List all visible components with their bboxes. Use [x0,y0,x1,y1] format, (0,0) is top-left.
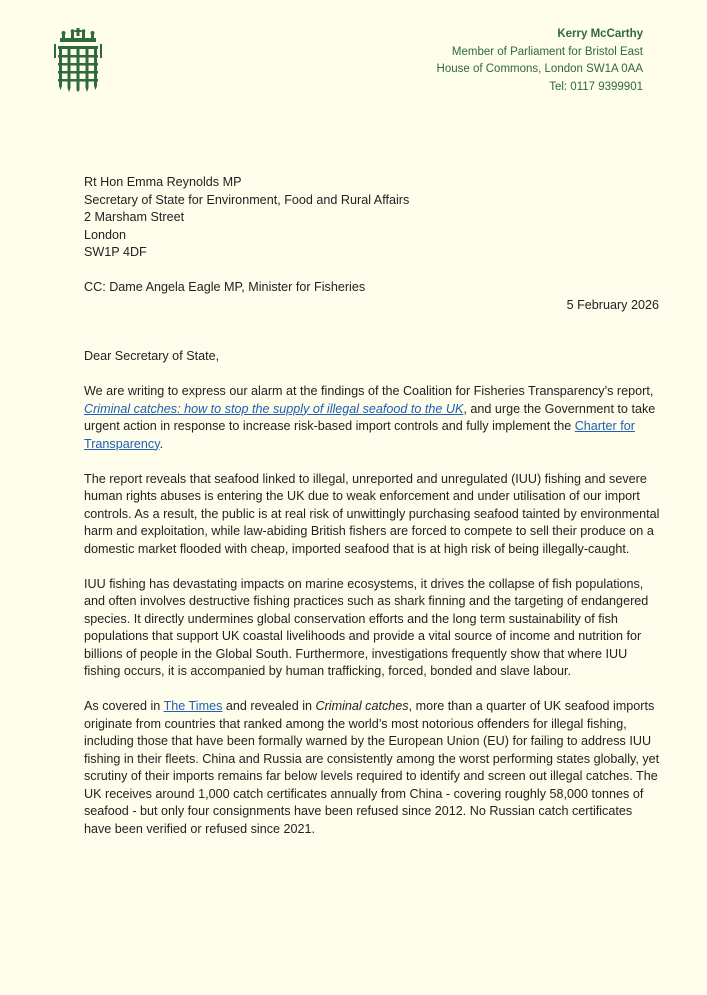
salutation: Dear Secretary of State, [84,349,220,363]
sender-address: House of Commons, London SW1A 0AA [436,63,643,75]
p1-end: . [159,436,164,451]
letter-date: 5 February 2026 [566,298,659,312]
recipient-line: 2 Marsham Street [84,210,185,224]
times-link[interactable]: The Times [163,699,223,713]
paragraph-4 [84,698,662,838]
portcullis-icon [50,28,106,92]
report-link[interactable] [84,402,463,416]
p4-rest: , more than a quarter of UK seafood imports originate from countries that ranked among the world’s most notorious offenders for illegal fishing, including those that have been formally warned by the European Union (EU) for failing to address IUU fishing in their fleets. China and Russia are consistently among the worst performing states globally, yet scrutiny of their imports remains far below levels required to identify and screen out illegal catches. The UK receives around 1,000 catch certificates annually from China - covering roughly 58,000 tonnes of seafood - but only four consignments have been refused since 2012. No Russian catch certificates have been verified or refused since 2021. [84,699,660,836]
p4-italic: Criminal catches [315,699,409,713]
recipient-line: Rt Hon Emma Reynolds MP [84,175,242,189]
paragraph-3: IUU fishing has devastating impacts on marine ecosystems, it drives the collapse of fish populations, and often involves destructive fishing practices such as shark finning and the targeting of endangered species. It directly undermines global conservation efforts and the long term sustainability of fish populations that support UK coastal livelihoods and provide a vital source of income and nutrition for billions of people in the Global South. Furthermore, investigations frequently show that where IUU fishing occurs, it is accompanied by human trafficking, forced, bonded and slave labour. [84,576,649,678]
recipient-line: Secretary of State for Environment, Food and Rural Affairs [84,192,410,207]
report-link-text: Criminal catches: how to stop the supply of illegal seafood to the UK [84,401,464,416]
recipient-address [84,174,662,262]
p4-start: As covered in [84,699,164,713]
sender-role: Member of Parliament for Bristol East [451,45,643,58]
p4-mid: and revealed in [222,699,316,713]
recipient-line: London [84,227,127,242]
paragraph-1 [84,383,662,453]
cc-line: CC: Dame Angela Eagle MP, Minister for Fisheries [84,280,366,294]
p1-middle: , and urge the Government to take urgent action in response to increase risk-based import controls and fully implement the [84,401,656,433]
sender-tel: Tel: 0117 9399901 [549,80,643,93]
p1-intro: We are writing to express our alarm at the findings of the Coalition for Fisheries Transparency’s report, [84,384,654,398]
recipient-line: SW1P 4DF [84,245,147,259]
letter-body [84,348,662,856]
paragraph-2: The report reveals that seafood linked to illegal, unreported and unregulated (IUU) fishing and severe human rights abuses is entering the UK due to weak enforcement and under utilisation of our import controls. As a result, the public is at real risk of unwittingly purchasing seafood tainted by environmental harm and exploitation, while law-abiding British fishers are forced to compete to sell their produce on a domestic market flooded with cheap, imported seafood that is at high risk of being illegally-caught. [84,471,660,556]
charter-link[interactable]: Charter for Transparency [84,419,635,451]
sender-name: Kerry McCarthy [557,28,643,40]
sender-block [437,26,643,96]
